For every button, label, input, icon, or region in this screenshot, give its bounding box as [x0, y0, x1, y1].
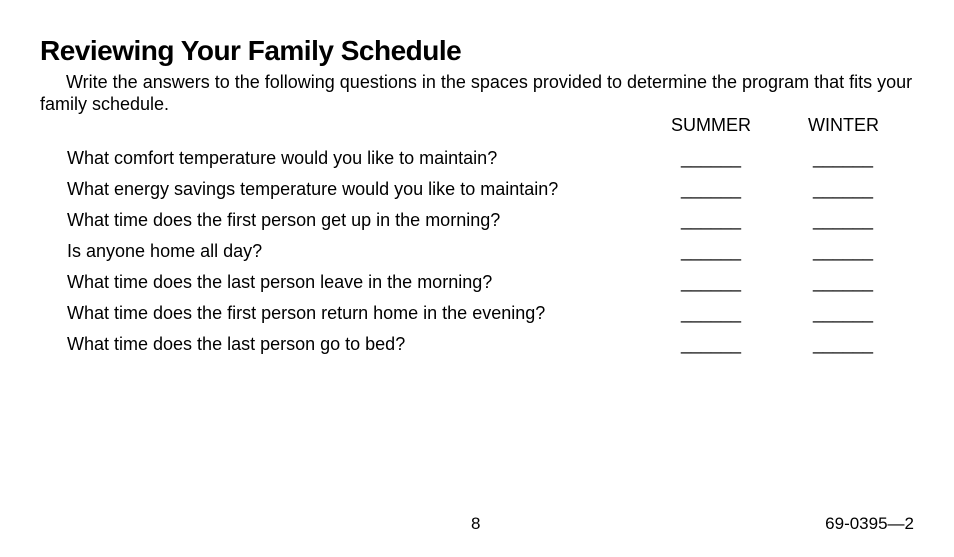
- summer-answer-blank[interactable]: ______: [681, 179, 742, 199]
- summer-answer-blank[interactable]: ______: [681, 148, 742, 168]
- summer-answer-blank[interactable]: ______: [681, 210, 742, 230]
- question-row: [0, 333, 954, 364]
- winter-answer-blank[interactable]: ______: [813, 334, 874, 354]
- summer-answer-blank[interactable]: ______: [681, 272, 742, 292]
- summer-answer-blank[interactable]: ______: [681, 303, 742, 323]
- question-text: What energy savings temperature would you like to maintain?: [67, 179, 559, 199]
- column-header-winter: WINTER: [808, 115, 879, 135]
- question-row: [0, 240, 954, 271]
- winter-answer-blank[interactable]: ______: [813, 148, 874, 168]
- winter-answer-blank[interactable]: ______: [813, 272, 874, 292]
- winter-answer-blank[interactable]: ______: [813, 179, 874, 199]
- question-text: What time does the last person go to bed?: [67, 334, 406, 354]
- question-text: What time does the first person get up in the morning?: [67, 210, 501, 230]
- intro-paragraph: Write the answers to the following questions in the spaces provided to determine the program that fits your family schedule.: [40, 72, 913, 114]
- question-text: What time does the last person leave in the morning?: [67, 272, 493, 292]
- question-text: What time does the first person return home in the evening?: [67, 303, 546, 323]
- winter-answer-blank[interactable]: ______: [813, 303, 874, 323]
- question-text: What comfort temperature would you like to maintain?: [67, 148, 498, 168]
- question-row: [0, 209, 954, 240]
- question-row: [0, 302, 954, 333]
- column-header-summer: SUMMER: [671, 115, 751, 135]
- document-number: 69-0395—2: [825, 514, 914, 533]
- page-number: 8: [471, 514, 481, 533]
- winter-answer-blank[interactable]: ______: [813, 210, 874, 230]
- question-row: [0, 178, 954, 209]
- question-text: Is anyone home all day?: [67, 241, 263, 261]
- summer-answer-blank[interactable]: ______: [681, 334, 742, 354]
- question-row: [0, 147, 954, 178]
- summer-answer-blank[interactable]: ______: [681, 241, 742, 261]
- winter-answer-blank[interactable]: ______: [813, 241, 874, 261]
- question-row: [0, 271, 954, 302]
- page-title: Reviewing Your Family Schedule: [40, 35, 462, 66]
